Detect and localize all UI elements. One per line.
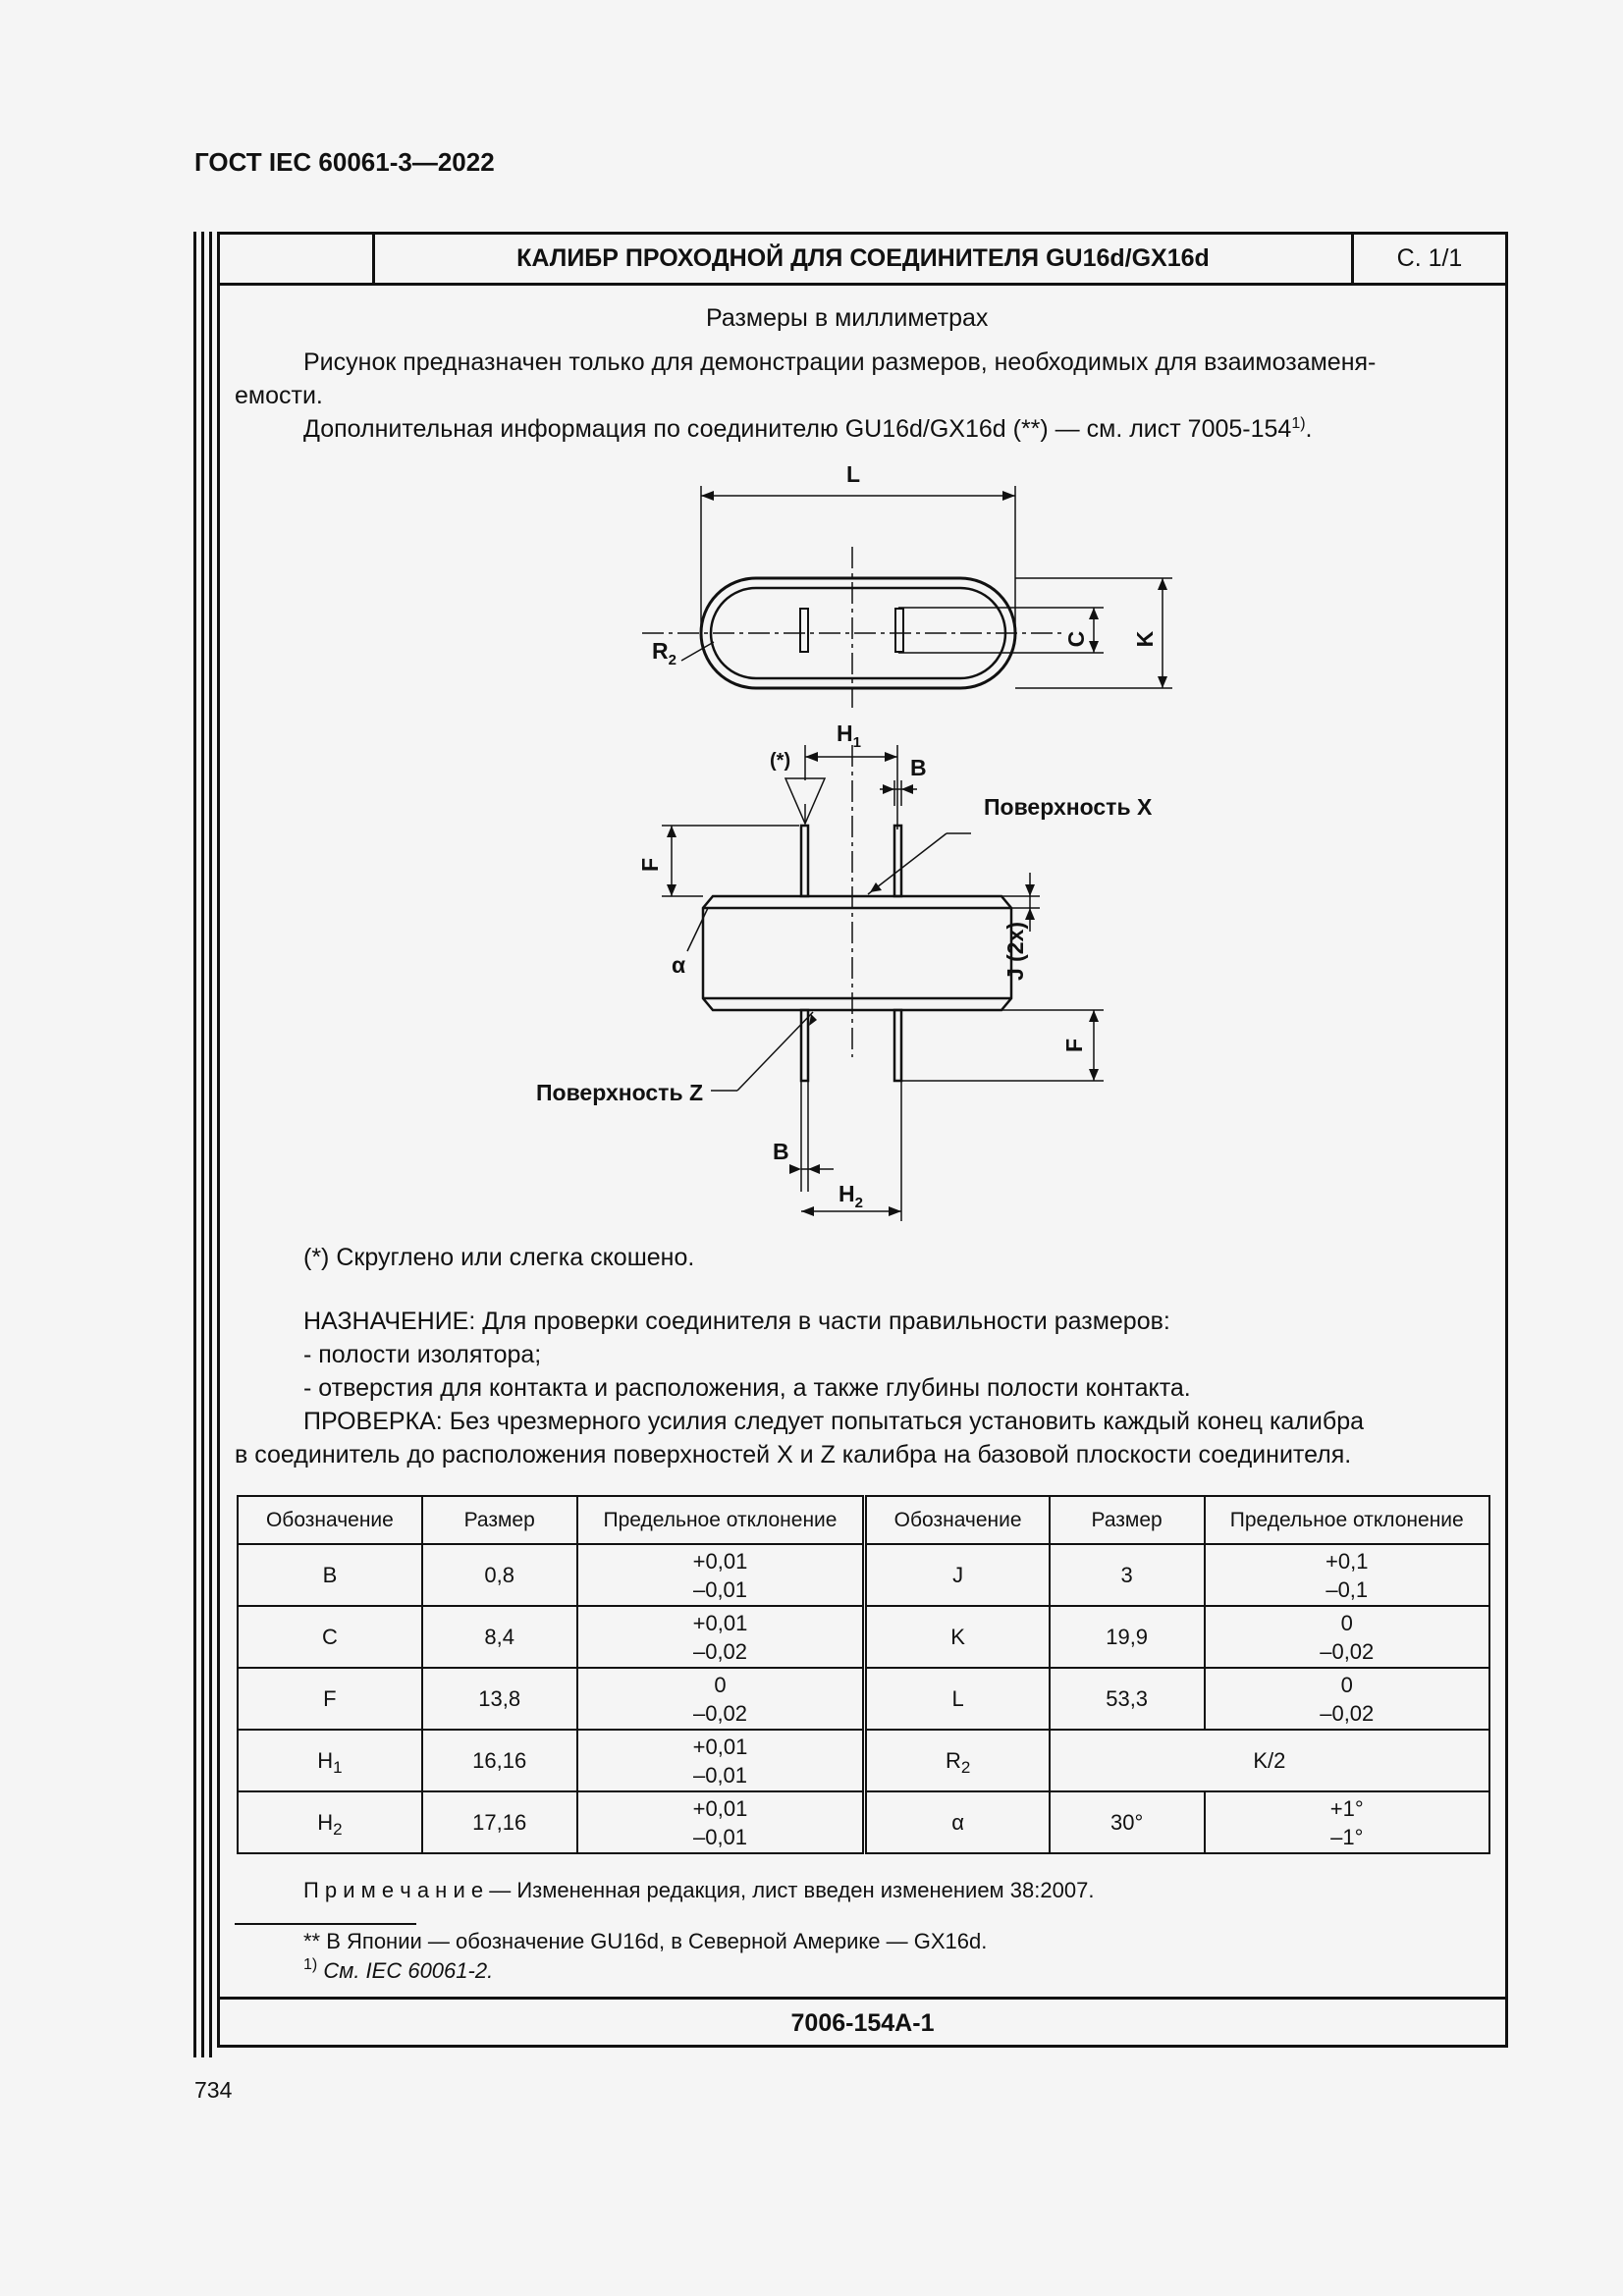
- size-cell: 16,16: [422, 1730, 577, 1791]
- pin-lower-right: [894, 1010, 901, 1081]
- deviation-cell: 0 –0,02: [1205, 1606, 1490, 1668]
- binding-line: [201, 232, 204, 2057]
- deviation-cell: 0 –0,02: [577, 1668, 865, 1730]
- intro-line-2: емости.: [235, 382, 323, 409]
- intro-line-3-text: Дополнительная информация по соединителю GU16d/GX16d (**) — см. лист 7005-154: [303, 415, 1292, 443]
- designation-cell: J: [865, 1544, 1050, 1606]
- deviation-cell: +0,01 –0,01: [577, 1544, 865, 1606]
- designation-cell: α: [865, 1791, 1050, 1853]
- purpose-item: - отверстия для контакта и расположения, а также глубины полости контакта.: [303, 1374, 1191, 1402]
- col-header: Предельное отклонение: [1205, 1496, 1490, 1544]
- table-note: П р и м е ч а н и е — Измененная редакция, лист введен изменением 38:2007.: [303, 1878, 1095, 1902]
- intro-line-3-end: .: [1305, 415, 1313, 443]
- deviation-cell: +0,01 –0,01: [577, 1791, 865, 1853]
- dim-R2: $R_2$: [652, 638, 676, 668]
- table-row: [238, 1544, 1489, 1606]
- footnote-1: $^{1)}$ См. IEC 60061-2.: [303, 1956, 494, 1983]
- table-row: [238, 1606, 1489, 1668]
- page-number: 734: [194, 2077, 233, 2103]
- pin-upper-left: [801, 826, 808, 896]
- rounded-note-mark: (*): [770, 750, 791, 772]
- purpose-item: - полости изолятора;: [303, 1341, 542, 1368]
- designation-cell: K: [865, 1606, 1050, 1668]
- dim-B-top: B: [910, 755, 927, 780]
- col-header: Предельное отклонение: [577, 1496, 865, 1544]
- size-cell: 8,4: [422, 1606, 577, 1668]
- rounded-note: (*) Скруглено или слегка скошено.: [303, 1244, 695, 1271]
- col-header: Обозначение: [865, 1496, 1050, 1544]
- surface-z-label: Поверхность Z: [536, 1080, 704, 1105]
- sheet-code: 7006-154A-1: [220, 1997, 1505, 2048]
- dimensions-table: [237, 1495, 1490, 1854]
- size-cell: 17,16: [422, 1791, 577, 1853]
- size-cell: 0,8: [422, 1544, 577, 1606]
- dim-alpha: α: [672, 952, 686, 978]
- designation-cell: B: [238, 1544, 422, 1606]
- side-view-body: [703, 896, 1011, 1010]
- dim-F-bottom: F: [1061, 1038, 1087, 1053]
- deviation-cell: 0 –0,02: [1205, 1668, 1490, 1730]
- table-header-row: [238, 1496, 1489, 1544]
- dim-L: L: [846, 461, 861, 487]
- sheet-number: С. 1/1: [1396, 244, 1463, 272]
- deviation-cell: +0,1 –0,1: [1205, 1544, 1490, 1606]
- dim-J: J (2x): [1002, 921, 1028, 982]
- binding-line: [193, 232, 196, 2057]
- table-row: [238, 1791, 1489, 1853]
- top-view-slot-right: [895, 609, 903, 652]
- dim-K: K: [1132, 630, 1158, 648]
- footnote-ref: 1): [1291, 415, 1306, 432]
- purpose-text: НАЗНАЧЕНИЕ: Для проверки соединителя в части правильности размеров:: [303, 1308, 1170, 1335]
- size-cell: 3: [1050, 1544, 1205, 1606]
- binding-line: [209, 232, 212, 2057]
- dim-C: C: [1063, 630, 1089, 648]
- footnote-star: ** В Японии — обозначение GU16d, в Северной Америке — GX16d.: [303, 1929, 988, 1953]
- sheet-frame: [217, 232, 1508, 2048]
- dim-H2: $H_2$: [839, 1181, 863, 1211]
- designation-cell: $H_1$: [238, 1730, 422, 1791]
- table-row: [238, 1730, 1489, 1791]
- units-note: Размеры в миллиметрах: [706, 304, 989, 332]
- col-header: Обозначение: [238, 1496, 422, 1544]
- deviation-cell: +0,01 –0,02: [577, 1606, 865, 1668]
- merged-size-cell: K/2: [1050, 1730, 1489, 1791]
- designation-cell: C: [238, 1606, 422, 1668]
- dim-H1: $H_1$: [837, 721, 861, 751]
- size-cell: 13,8: [422, 1668, 577, 1730]
- surface-x-label: Поверхность X: [984, 794, 1153, 820]
- dim-F-top: F: [637, 857, 663, 873]
- col-header: Размер: [422, 1496, 577, 1544]
- size-cell: 19,9: [1050, 1606, 1205, 1668]
- check-text-2: в соединитель до расположения поверхностей X и Z калибра на базовой плоскости соединителя.: [235, 1441, 1352, 1468]
- col-header: Размер: [1050, 1496, 1205, 1544]
- standard-header: ГОСТ IEC 60061-3—2022: [194, 147, 495, 177]
- size-cell: 53,3: [1050, 1668, 1205, 1730]
- designation-cell: F: [238, 1668, 422, 1730]
- sheet-title: КАЛИБР ПРОХОДНОЙ ДЛЯ СОЕДИНИТЕЛЯ GU16d/GX16d: [372, 235, 1354, 283]
- intro-line-1: Рисунок предназначен только для демонстрации размеров, необходимых для взаимозаменя-: [303, 348, 1377, 376]
- designation-cell: $R_2$: [865, 1730, 1050, 1791]
- top-view-slot-left: [800, 609, 808, 652]
- size-cell: 30°: [1050, 1791, 1205, 1853]
- deviation-cell: +0,01 –0,01: [577, 1730, 865, 1791]
- deviation-cell: +1° –1°: [1205, 1791, 1490, 1853]
- designation-cell: $H_2$: [238, 1791, 422, 1853]
- dim-B-bottom: B: [773, 1139, 789, 1164]
- table-row: [238, 1668, 1489, 1730]
- check-text-1: ПРОВЕРКА: Без чрезмерного усилия следует попытаться установить каждый конец калибра: [303, 1408, 1365, 1435]
- designation-cell: L: [865, 1668, 1050, 1730]
- pin-upper-right: [894, 826, 901, 896]
